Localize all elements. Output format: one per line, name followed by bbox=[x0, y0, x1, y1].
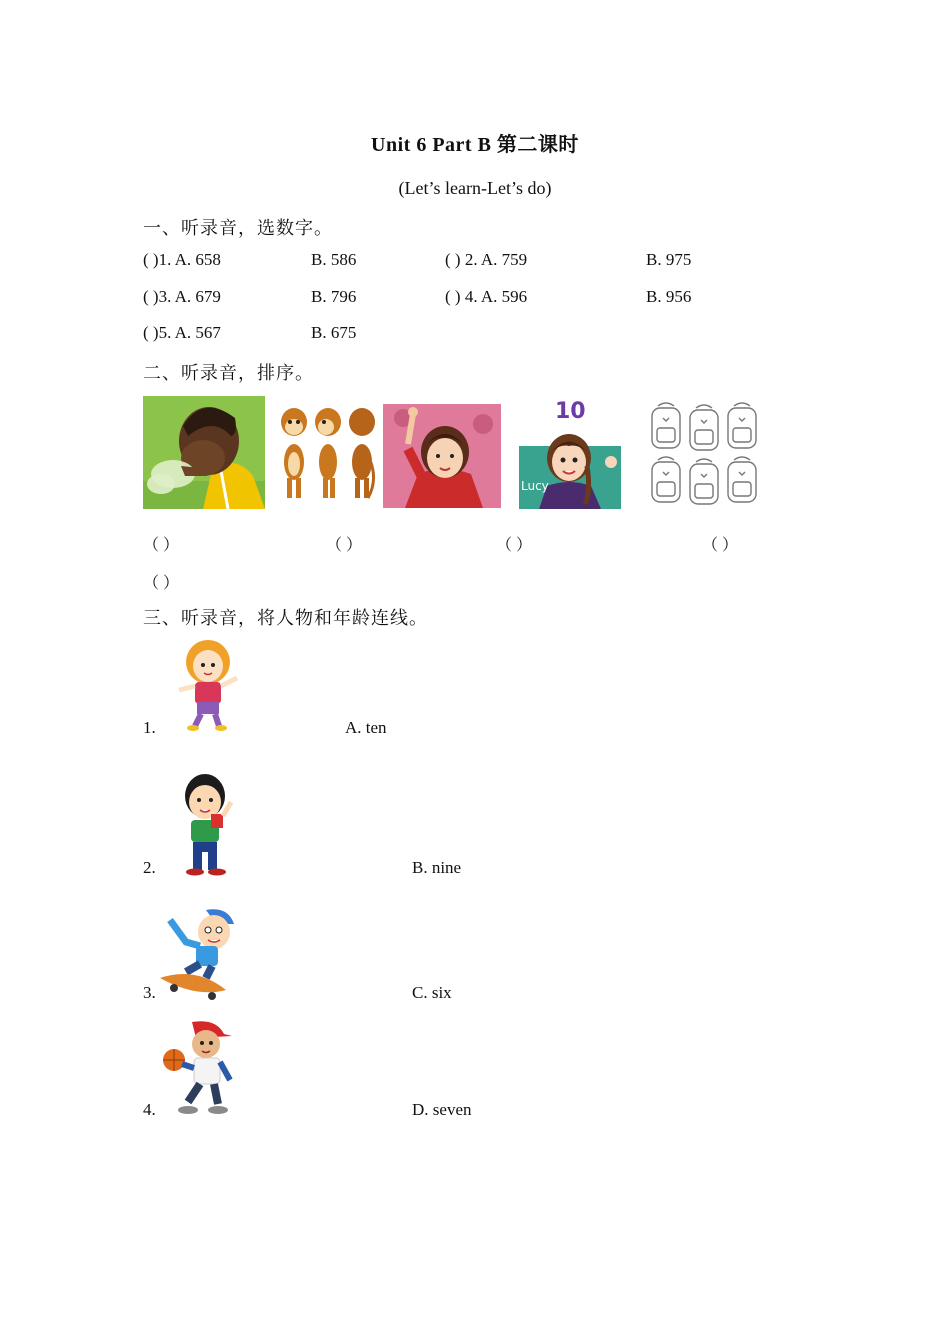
boy-nose-icon bbox=[143, 396, 265, 509]
number-10-label: 10 bbox=[555, 399, 586, 424]
question-3: ( )3. A. 679 bbox=[143, 287, 221, 306]
section-1-heading: 一、听录音，选数字。 bbox=[143, 218, 333, 238]
person-1-number: 1. bbox=[143, 718, 156, 737]
order-blank-4[interactable]: （ ） bbox=[702, 537, 739, 554]
skateboard-boy-icon bbox=[156, 906, 238, 1002]
girl-character-icon bbox=[175, 638, 245, 732]
order-blank-5[interactable]: （ ） bbox=[143, 575, 180, 592]
person-3-number: 3. bbox=[143, 983, 156, 1002]
lucy-label: Lucy bbox=[521, 479, 549, 493]
question-1-option-b: B. 586 bbox=[311, 250, 357, 269]
girl-pointing-icon bbox=[383, 404, 501, 508]
person-2-number: 2. bbox=[143, 858, 156, 877]
question-4-option-b: B. 956 bbox=[646, 287, 692, 306]
question-1: ( )1. A. 658 bbox=[143, 250, 221, 269]
monkey-icon bbox=[278, 400, 378, 506]
section-2-heading: 二、听录音，排序。 bbox=[143, 363, 314, 383]
question-2-option-b: B. 975 bbox=[646, 250, 692, 269]
age-option-c[interactable]: C. six bbox=[412, 983, 452, 1002]
question-3-option-b: B. 796 bbox=[311, 287, 357, 306]
page-title: Unit 6 Part B 第二课时 bbox=[371, 134, 579, 156]
person-4-number: 4. bbox=[143, 1100, 156, 1119]
order-blank-3[interactable]: （ ） bbox=[496, 537, 533, 554]
question-5-option-b: B. 675 bbox=[311, 323, 357, 342]
lucy-girl-icon bbox=[519, 396, 621, 509]
question-5: ( )5. A. 567 bbox=[143, 323, 221, 342]
order-blank-2[interactable]: （ ） bbox=[326, 537, 363, 554]
question-2: ( ) 2. A. 759 bbox=[445, 250, 528, 269]
schoolbags-icon bbox=[644, 398, 766, 508]
section-3-heading: 三、听录音，将人物和年龄连线。 bbox=[143, 608, 428, 628]
order-blank-1[interactable]: （ ） bbox=[143, 537, 180, 554]
age-option-a[interactable]: A. ten bbox=[345, 718, 387, 737]
question-4: ( ) 4. A. 596 bbox=[445, 287, 528, 306]
age-option-d[interactable]: D. seven bbox=[412, 1100, 472, 1119]
age-option-b[interactable]: B. nine bbox=[412, 858, 462, 877]
boy-character-icon bbox=[175, 772, 241, 876]
page-subtitle: (Let’s learn-Let’s do) bbox=[398, 178, 552, 198]
basketball-boy-icon bbox=[158, 1018, 236, 1118]
